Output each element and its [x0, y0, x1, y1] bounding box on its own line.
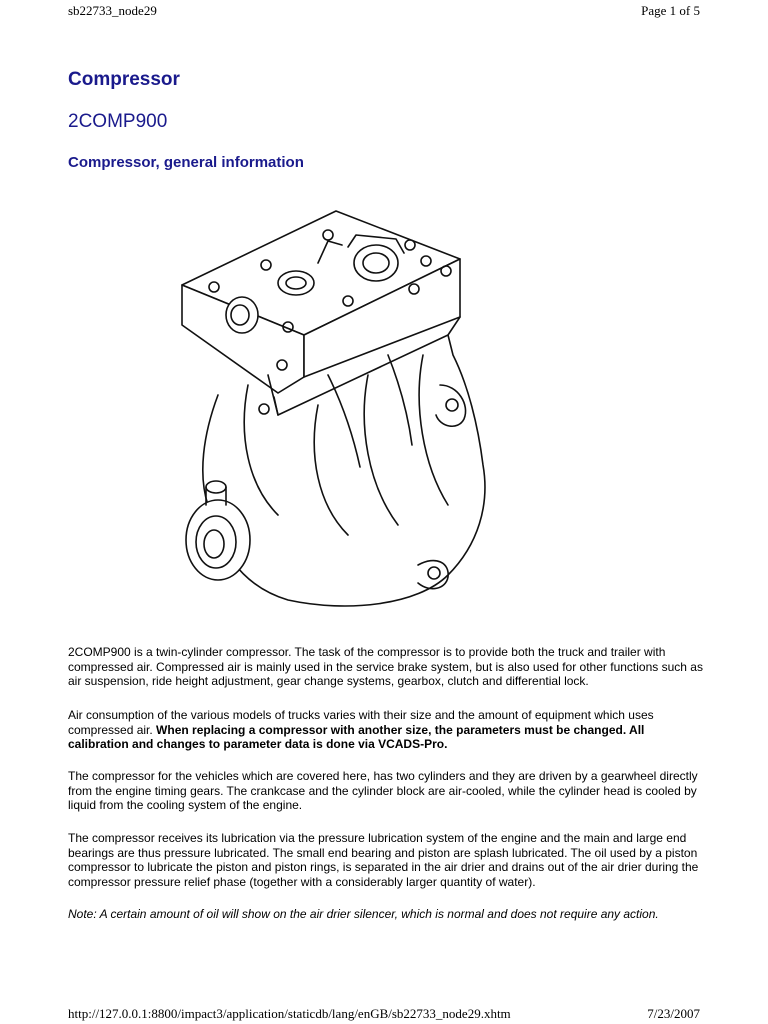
paragraph-air-consumption-text: Air consumption of the various models of trucks varies with their size and the amount of equipment which uses compressed air.	[68, 708, 654, 737]
footer-url: http://127.0.0.1:8800/impact3/application/staticdb/lang/enGB/sb22733_node29.xhtm	[68, 1006, 511, 1021]
footer-date: 7/23/2007	[647, 1006, 700, 1021]
page-number: Page 1 of 5	[641, 3, 700, 18]
component-code: 2COMP900	[68, 111, 168, 132]
section-heading: Compressor, general information	[68, 154, 304, 171]
note-text: Note: A certain amount of oil will show on the air drier silencer, which is normal and does not require any action.	[68, 907, 659, 921]
paragraph-lubrication: The compressor receives its lubrication via the pressure lubrication system of the engine and the main and large end bearings are thus pressure lubricated. The small end bearing and piston are splash lubricated. The oil used by a piston compressor to lubricate the piston and piston rings, is separated in the air drier and drains out of the air drier during the compressor pressure relief phase (together with a considerably larger quantity of water).	[68, 831, 699, 889]
paragraph-air-consumption	[68, 708, 708, 752]
paragraph-air-consumption-warning: When replacing a compressor with another size, the parameters must be changed. All calibration and changes to parameter data is done via VCADS-Pro.	[68, 722, 645, 752]
air-compressor-line-drawing	[178, 205, 498, 615]
header-node-id: sb22733_node29	[68, 3, 157, 18]
page-title: Compressor	[68, 69, 180, 90]
paragraph-intro: 2COMP900 is a twin-cylinder compressor. The task of the compressor is to provide both the truck and trailer with compressed air. Compressed air is mainly used in the service brake system, but is also used for other functions such as air suspension, ride height adjustment, gear change systems, gearbox, clutch and differential lock.	[68, 645, 703, 689]
paragraph-cylinders: The compressor for the vehicles which are covered here, has two cylinders and they are driven by a gearwheel directly from the engine timing gears. The crankcase and the cylinder block are air-cooled, while the cylinder head is cooled by liquid from the cooling system of the engine.	[68, 769, 698, 813]
